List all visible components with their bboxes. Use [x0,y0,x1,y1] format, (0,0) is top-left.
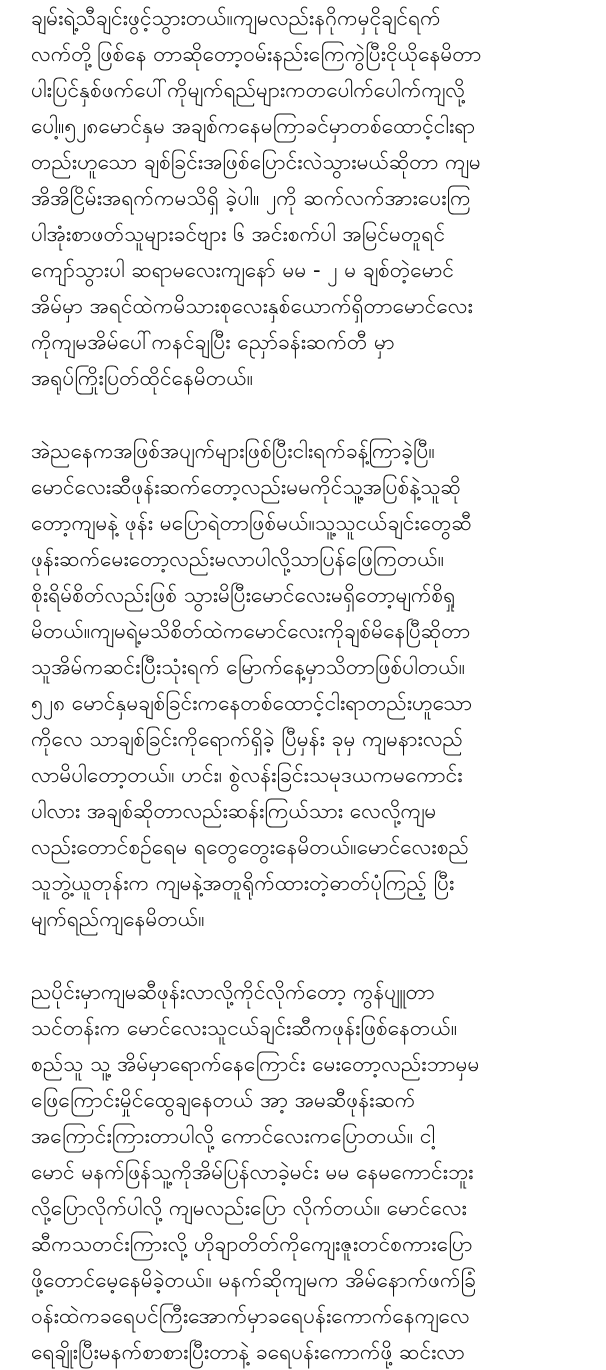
text-line: လာမိပါတော့တယ်။ ဟင်း၊ စွဲလန်းခြင်းသမုဒယကမကောင်း [31,763,463,787]
text-line: မျက်ရည်ကျနေမိတယ်။ [31,907,205,931]
text-line: ဆီကသတင်းကြားလို့ ဟိုချာတိတ်ကိုကျေးဇူးတင်စကားပြော [31,1232,473,1256]
paragraph-2 [31,433,586,937]
paragraph-spacer [31,396,586,433]
text-line: ၅၂၈ မောင်နှမချစ်ခြင်းကနေတစ်ထောင့်ငါးရာတည်းဟူသော [31,691,473,715]
text-line: အဲညနေကအဖြစ်အပျက်များဖြစ်ပြီးငါးရက်ခန့်ကြာခဲ့ပြီ။ [31,439,435,463]
paragraph-3 [31,974,586,1370]
text-line: စိုးရိမ်စိတ်လည်းဖြစ် သွားမိပြီးမောင်လေးမရှိတော့မျက်စိရှု [31,583,456,607]
text-line: စည်သူ သူ့ အိမ်မှာရောက်နေကြောင်း မေးတော့လည်းဘာမှမ [31,1052,480,1076]
text-line: ဖုန်းဆက်မေးတော့လည်းမလာပါလို့သာပြန်ဖြေကြတယ်။ [31,547,445,571]
text-line: ဖြေကြောင်းမှိုင်ထွေချနေတယ် အာ့ အမဆီဖုန်းဆက် [31,1088,416,1112]
text-line: ကျော်သွားပါ ဆရာမလေးကျနော် မမ - ၂ မ ချစ်တဲ့မောင် [31,258,454,282]
paragraph-spacer [31,937,586,974]
text-line: ချမ်းရဲ့သီချင်းဖွင့်သွားတယ်။ကျမလည်းနဂိုကမှငိုချင်ရက် [31,6,441,30]
text-line: ပါးပြင်နှစ်ဖက်ပေါ်ကိုမျက်ရည်များကတပေါက်ပေါက်ကျလို့ [31,78,465,102]
text-line: အကြောင်းကြားတာပါလို့ ကောင်လေးကပြောတယ်။ ငါ့ [31,1124,436,1148]
text-line: လက်တို့ဖြစ်နေ တာဆိုတော့ဝမ်းနည်းကြေကွဲပြီးငိုယိုနေမိတာ [31,42,482,66]
text-line: သင်တန်းက မောင်လေးသူငယ်ချင်းဆီကဖုန်းဖြစ်နေတယ်။ [31,1016,458,1040]
text-line: ပါအုံးစာဖတ်သူများခင်ဗျား ၆ အင်းစက်ပါ အမြင်မတူရင် [31,222,446,246]
text-line: ကိုကျမအိမ်ပေါ်ကနင်ချပြီး ညှော်ခန်းဆက်တီ မှာ [31,330,395,354]
text-line: အရုပ်ကြိုးပြတ်ထိုင်နေမိတယ်။ [31,366,254,390]
text-line: မောင်လေးဆီဖုန်းဆက်တော့လည်းမမကိုင်သူ့အပြစ်နဲ့သူဆို [31,475,461,499]
paragraph-1 [31,0,586,396]
text-line: လည်းတောင်စဉ်ရေမ ရတွေတွေးနေမိတယ်။မောင်လေးစည် [31,835,469,859]
text-line: အိအိငြိမ်းအရက်ကမသိရှိ ခဲ့ပါ။ ၂ကို ဆက်လက်အားပေးကြ [31,186,471,210]
text-line: ကိုလေ သာချစ်ခြင်းကိုရောက်ရှိခဲ့ ပြီမှန်း ခုမှ ကျမနားလည် [31,727,463,751]
text-line: ညပိုင်းမှာကျမဆီဖုန်းလာလို့ကိုင်လိုက်တော့ ကွန်ပျူတာ [31,980,435,1004]
text-line: လို့ပြောလိုက်ပါလို့ ကျမလည်းပြော လိုက်တယ်။ မောင်လေး [31,1196,467,1220]
text-line: မောင် မနက်ဖြန်သူ့ကိုအိမ်ပြန်လာခဲ့မင်း မမ နေမကောင်းဘူး [31,1160,474,1184]
text-line: ရေချိုးပြီးမနက်စာစားပြီးတာနဲ့ ခရေပန်းကောက်ဖို့ ဆင်းလာ [31,1340,465,1364]
text-line: ဖို့တောင်မေ့နေမိခဲ့တယ်။ မနက်ဆိုကျမက အိမ်နောက်ဖက်ခြံ [31,1268,476,1292]
text-line: တည်းဟူသော ချစ်ခြင်းအဖြစ်ပြောင်းလဲသွားမယ်ဆိုတာ ကျမ [31,150,481,174]
text-line: ပေါ့။၅၂၈မောင်နှမ အချစ်ကနေမကြာခင်မှာတစ်ထောင့်ငါးရာ [31,114,476,138]
text-line: ဝန်းထဲကခရေပင်ကြီးအောက်မှာခရေပန်းကောက်နေကျလေ [31,1304,470,1328]
text-line: သူဘွဲ့ယူတုန်းက ကျမနဲ့အတူရိုက်ထားတဲ့ဓာတ်ပုံကြည့် ပြီး [31,871,455,895]
text-line: သူအိမ်ကဆင်းပြီးသုံးရက် မြောက်နေ့မှာသိတာဖြစ်ပါတယ်။ [31,655,466,679]
text-line: တော့ကျမနဲ့ ဖုန်း မပြောရဲတာဖြစ်မယ်။သူ့သူငယ်ချင်းတွေဆီ [31,511,472,535]
text-line: အိမ်မှာ အရင်ထဲကမိသားစုလေးနှစ်ယောက်ရှိတာမောင်လေး [31,294,473,318]
text-line: မိတယ်။ကျမရဲ့မသိစိတ်ထဲကမောင်လေးကိုချစ်မိနေပြီဆိုတာ [31,619,471,643]
text-line: ပါလား အချစ်ဆိုတာလည်းဆန်းကြယ်သား လေလို့ကျမ [31,799,437,823]
